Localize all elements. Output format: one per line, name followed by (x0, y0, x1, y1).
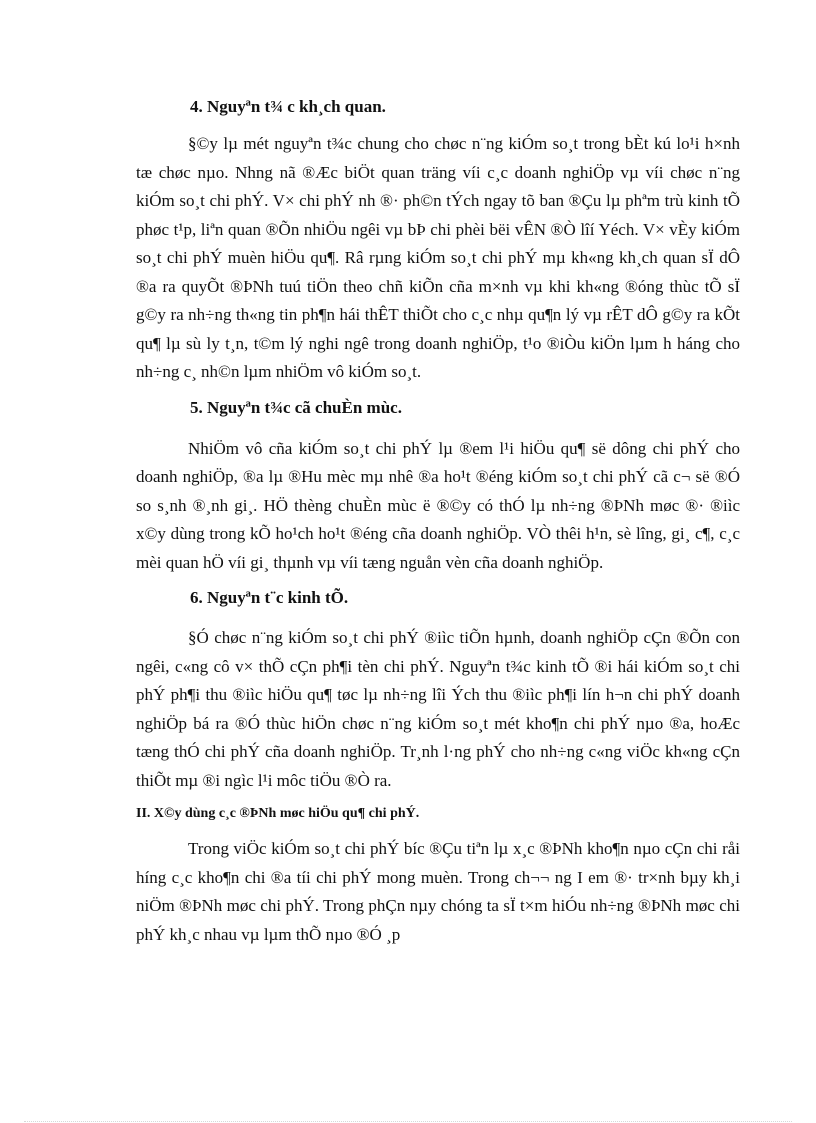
section-5-heading: 5. Nguyªn t¾c cã chuÈn mùc. (190, 397, 402, 417)
section-6-heading: 6. Nguyªn t¨c kinh tÕ. (190, 588, 349, 607)
section-4-heading: 4. Nguyªn t¾ c kh¸ch quan. (190, 97, 386, 116)
page-bottom-divider (24, 1121, 792, 1122)
section-ii-paragraph: Trong viÖc kiÓm so¸t chi phÝ bíc ®Çu tiªn lµ x¸c ®ÞNh kho¶n nµo cÇn chi råi híng c¸c kho¶n chi ®a tíi chi phÝ mong muèn. Trong ch¬¬ ng I em ®· tr×nh bµy kh¸i niÖm ®ÞNh møc chi phÝ. Trong phÇn nµy chóng ta sÏ t×m hiÓu nh÷ng ®ÞNh møc chi phÝ kh¸c nhau vµ lµm thÕ nµo ®Ó ¸p (136, 839, 740, 944)
section-4-paragraph: §©y lµ mét nguyªn t¾c chung cho chøc n¨ng kiÓm so¸t trong bÈt kú lo¹i h×nh tæ chøc nµo. Nhng nã ®Æc biÖt quan träng víi c¸c doanh nghiÖp vµ víi chøc n¨ng kiÓm so¸t chi phÝ. V× chi phÝ nh ®· ph©n tÝch ngay tõ ban ®Çu lµ phªm trù kinh tÕ phøc t¹p, liªn quan ®Õn nhiÖu ngêi vµ bÞ chi phèi bëi vÊN ®Ò lîí Yéch. V× vÈy kiÓm so¸t chi phÝ muèn hiÖu qu¶. Râ rµng kiÓm so¸t chi phÝ mµ kh«ng kh¸ch quan sÏ dÔ ®a ra quyÕt ®ÞNh tuú tiÖn theo chñ kiÕn cña m×nh vµ khi kh«ng ®óng thùc tÕ sÏ g©y ra nh÷ng th«ng tin ph¶n hái thÊT thiÕt cho c¸c nhµ qu¶n lý vµ rÊT dÔ g©y ra kÕt qu¶ lµ sù ly t¸n, t©m lý nghi ngê trong doanh nghiÖp, t¹o ®iÒu kiÖn lµm h háng cho nh÷ng c¸ nh©n lµm nhiÖm vô kiÓm so¸t. (136, 134, 740, 381)
document-body (136, 94, 740, 949)
section-5-paragraph: NhiÖm vô cña kiÓm so¸t chi phÝ lµ ®em l¹i hiÖu qu¶ së dông chi phÝ cho doanh nghiÖp, ®a lµ ®Hu mèc mµ nhê ®a ho¹t ®éng kiÓm so¸t chi phÝ cã c¬ së ®Ó so s¸nh ®¸nh gi¸. HÖ thèng chuÈn mùc ë ®©y có thÓ lµ nh÷ng ®ÞNh møc ®· ®iìc x©y dùng trong kÕ ho¹ch ho¹t ®éng cña doanh nghiÖp. VÒ thêi h¹n, sè lîng, gi¸ c¶, c¸c mèi quan hÖ víi gi¸ thµnh vµ víi tæng nguån vèn cña doanh nghiÖp. (136, 438, 740, 572)
section-ii-heading: II. X©y dùng c¸c ®ÞNh møc hiÖu qu¶ chi phÝ. (136, 806, 420, 821)
section-6-paragraph: §Ó chøc n¨ng kiÓm so¸t chi phÝ ®iìc tiÕn hµnh, doanh nghiÖp cÇn ®Õn con ngêi, c«ng cô v× thÕ cÇn ph¶i tèn chi phÝ. Nguyªn t¾c kinh tÕ ®i hái kiÓm so¸t chi phÝ ph¶i thu ®iìc hiÖu qu¶ tøc lµ nh÷ng lîi Ých thu ®iìc ph¶i lín h¬n chi phÝ doanh nghiÖp bá ra ®Ó thùc hiÖn chøc n¨ng kiÓm so¸t mét kho¶n chi phÝ nµo ®a, hoÆc tæng thÓ chi phÝ cña doanh nghiÖp. Tr¸nh l·ng phÝ cho nh÷ng c«ng viÖc kh«ng cÇn thiÕt mµ ®i ngìc l¹i môc tiÖu ®Ò ra. (136, 628, 740, 790)
